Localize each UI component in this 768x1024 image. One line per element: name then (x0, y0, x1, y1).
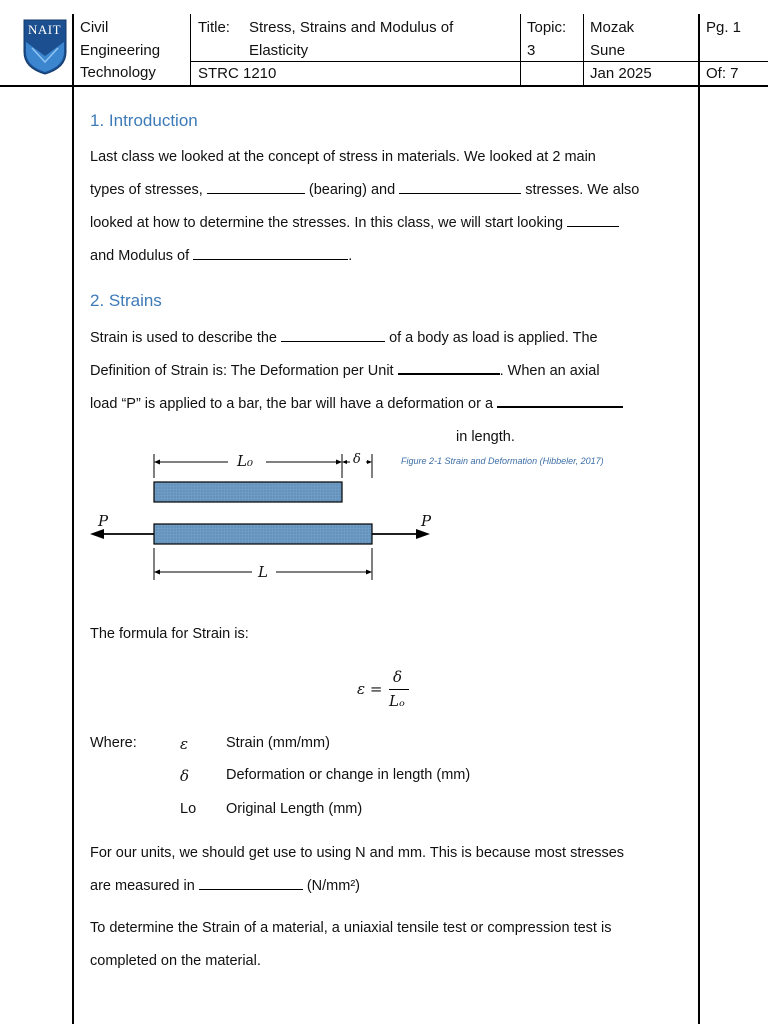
header-bottom-rule (0, 85, 768, 87)
label-P-right: P (421, 512, 432, 530)
in-length-text: in length. (456, 429, 515, 445)
where-label: Where: (90, 735, 137, 751)
label-L0: L₀ (237, 452, 253, 470)
deformed-bar (154, 524, 372, 544)
blank (193, 245, 348, 260)
dept-line-1: Civil (80, 19, 109, 36)
test-paragraph: To determine the Strain of a material, a uniaxial tensile test or compression test is completed on the material. (90, 920, 612, 969)
where-symbol-strain: ε (180, 735, 189, 753)
original-bar (154, 482, 342, 502)
blank (398, 359, 500, 375)
left-margin-line (72, 14, 74, 1024)
right-margin-line (698, 14, 700, 1024)
formula-intro: The formula for Strain is: (90, 626, 249, 642)
where-symbol-length: Lo (180, 801, 197, 817)
where-symbol-deformation: δ (180, 767, 190, 785)
date: Jan 2025 (590, 65, 652, 82)
formula-numerator: δ (393, 668, 403, 686)
intro-heading: 1. Introduction (90, 111, 198, 130)
where-desc-strain: Strain (mm/mm) (226, 735, 330, 751)
where-desc-deformation: Deformation or change in length (mm) (226, 767, 471, 783)
blank (567, 212, 619, 227)
author-line-1: Mozak (590, 19, 635, 36)
dept-line-3: Technology (80, 64, 156, 81)
label-L: L (258, 563, 268, 581)
page-number: Pg. 1 (706, 19, 742, 36)
blank (281, 327, 385, 342)
topic-value: 3 (527, 42, 536, 59)
blank (207, 179, 305, 194)
topic-label: Topic: (527, 19, 567, 36)
figure-caption: Figure 2-1 Strain and Deformation (Hibbeler, 2017) (401, 456, 604, 466)
title-line-1: Stress, Strains and Modulus of (249, 19, 454, 36)
formula-denominator: Lₒ (389, 692, 405, 710)
label-P-left: P (98, 512, 109, 530)
formula-lhs: ε = (357, 680, 383, 698)
title-label: Title: (198, 19, 230, 36)
units-paragraph: For our units, we should get use to using N and mm. This is because most stresses are measured in (N/mm²) (90, 845, 625, 894)
page-count: Of: 7 (706, 65, 739, 82)
strain-figure (90, 448, 450, 588)
blank (497, 392, 623, 408)
strains-paragraph: Strain is used to describe the of a body as load is applied. The Definition of Strain is: The Deformation per Unit . When an axial load “P” is applied to a bar, the bar will have a deformation or a (90, 322, 680, 421)
where-desc-length: Original Length (mm) (226, 801, 363, 817)
blank (199, 875, 303, 890)
course-code: STRC 1210 (198, 65, 277, 82)
author-line-2: Sune (590, 42, 626, 59)
dept-line-2: Engineering (80, 42, 161, 59)
title-line-2: Elasticity (249, 42, 309, 59)
logo-text: NAIT (28, 22, 62, 37)
strains-heading: 2. Strains (90, 291, 162, 310)
blank (399, 179, 521, 194)
nait-logo (22, 18, 68, 76)
fraction-bar (389, 689, 409, 690)
label-delta: δ (353, 452, 361, 467)
intro-paragraph: Last class we looked at the concept of stress in materials. We looked at 2 main types of stresses, (bearing) and stresses. We also looked at how to determine the stresses. In this class, we will start looking and Modulus of . (90, 149, 640, 264)
